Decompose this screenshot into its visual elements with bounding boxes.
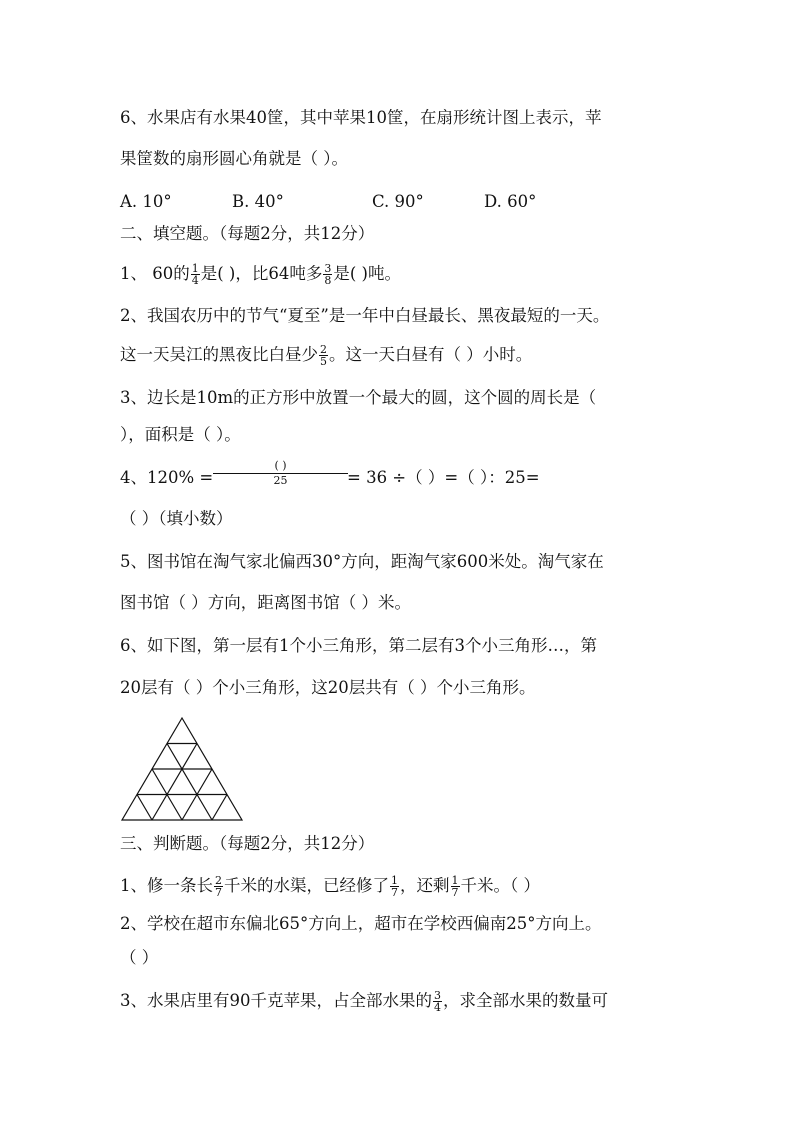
judge-q1-text-b: 千米的水渠，已经修了 <box>224 876 389 895</box>
judge-q3-text-a: 3、水果店里有90千克苹果，占全部水果的 <box>120 991 432 1010</box>
grid-line <box>167 744 212 821</box>
fraction-three-quarters <box>433 990 442 1013</box>
fill-q3-line2: ），面积是（ ）。 <box>120 425 241 444</box>
fraction-numerator: 1 <box>451 874 459 887</box>
fraction-denominator: 4 <box>191 274 199 287</box>
fill-q1-text-a: 1、 60的 <box>120 264 190 283</box>
fraction-numerator: 1 <box>191 262 199 275</box>
section2-heading: 二、填空题。（每题2分，共12分） <box>120 224 375 243</box>
option-d: D. 60° <box>484 192 537 211</box>
fill-q6-line1: 6、如下图，第一层有1个小三角形，第二层有3个小三角形…，第 <box>120 636 597 655</box>
fill-q6-line2: 20层有（ ）个小三角形，这20层共有（ ）个小三角形。 <box>120 678 536 697</box>
fraction-one-seventh <box>451 875 460 898</box>
fill-q4-prefix: 4、120% = <box>120 468 214 487</box>
fill-q2-line2 <box>120 343 532 367</box>
fraction-denominator: 8 <box>324 274 332 287</box>
option-b: B. 40° <box>232 192 284 211</box>
fraction-two-fifths <box>319 344 328 367</box>
fill-q1-text-b: 是( )，比64吨多 <box>200 264 323 283</box>
fraction-one-quarter <box>191 263 200 286</box>
fraction-denominator: 7 <box>215 886 222 899</box>
mc-q6-line2: 果筐数的扇形圆心角就是（ ）。 <box>120 149 348 168</box>
judge-q1 <box>120 874 540 898</box>
fill-q1 <box>120 262 401 286</box>
fraction-numerator: 2 <box>320 343 327 356</box>
judge-q1-text-d: 千米。（ ） <box>460 876 540 895</box>
judge-q1-text-c: ，还剩 <box>400 876 450 895</box>
fraction-one-seventh <box>390 875 399 898</box>
fraction-numerator: 3 <box>434 989 441 1002</box>
fill-q2-line1: 2、我国农历中的节气“夏至”是一年中白昼最长、黑夜最短的一天。 <box>120 306 610 325</box>
fill-q4-suffix: = 36 ÷（ ）=（ ）：25= <box>347 468 540 487</box>
fraction-two-sevenths <box>214 875 223 898</box>
judge-q1-text-a: 1、修一条长 <box>120 876 213 895</box>
judge-q2-line2: （ ） <box>120 948 159 967</box>
fraction-denominator: 4 <box>434 1001 441 1014</box>
judge-q3-text-b: ，求全部水果的数量可 <box>443 991 608 1010</box>
fraction-numerator: 3 <box>324 262 332 275</box>
fraction-denominator: 7 <box>391 886 398 899</box>
option-a: A. 10° <box>120 192 172 211</box>
fill-q2-text-a: 这一天吴江的黑夜比白昼少 <box>120 345 318 364</box>
fill-q5-line2: 图书馆（ ）方向，距离图书馆（ ）米。 <box>120 593 411 612</box>
triangle-layers-figure <box>120 716 244 822</box>
grid-line <box>152 744 197 821</box>
fraction-three-eighths <box>323 263 332 286</box>
fraction-numerator: 1 <box>391 874 398 887</box>
fraction-denominator: 5 <box>320 355 327 368</box>
fill-q1-text-c: 是( )吨。 <box>333 264 401 283</box>
fill-q5-line1: 5、图书馆在淘气家北偏西30°方向，距淘气家600米处。淘气家在 <box>120 552 604 571</box>
mc-q6-line1: 6、水果店有水果40筐，其中苹果10筐，在扇形统计图上表示，苹 <box>120 108 602 127</box>
fill-q4-fraction-bottom: 25 <box>273 474 288 487</box>
judge-q3 <box>120 989 608 1013</box>
fraction-denominator: 7 <box>451 886 459 899</box>
grid-line <box>212 795 227 821</box>
section3-heading: 三、判断题。（每题2分，共12分） <box>120 834 375 853</box>
fill-q3-line1: 3、边长是10m的正方形中放置一个最大的圆，这个圆的周长是（ <box>120 388 597 407</box>
fraction-numerator: 2 <box>215 874 222 887</box>
judge-q2-line1: 2、学校在超市东偏北65°方向上，超市在学校西偏南25°方向上。 <box>120 914 602 933</box>
grid-line <box>137 795 152 821</box>
fill-q2-text-b: 。这一天白昼有（ ）小时。 <box>329 345 533 364</box>
fill-q4-fraction <box>213 459 348 488</box>
fill-q4-fraction-top: ( ) <box>274 459 287 472</box>
option-c: C. 90° <box>372 192 424 211</box>
fill-q4-line2: （ ）（填小数） <box>120 509 233 528</box>
